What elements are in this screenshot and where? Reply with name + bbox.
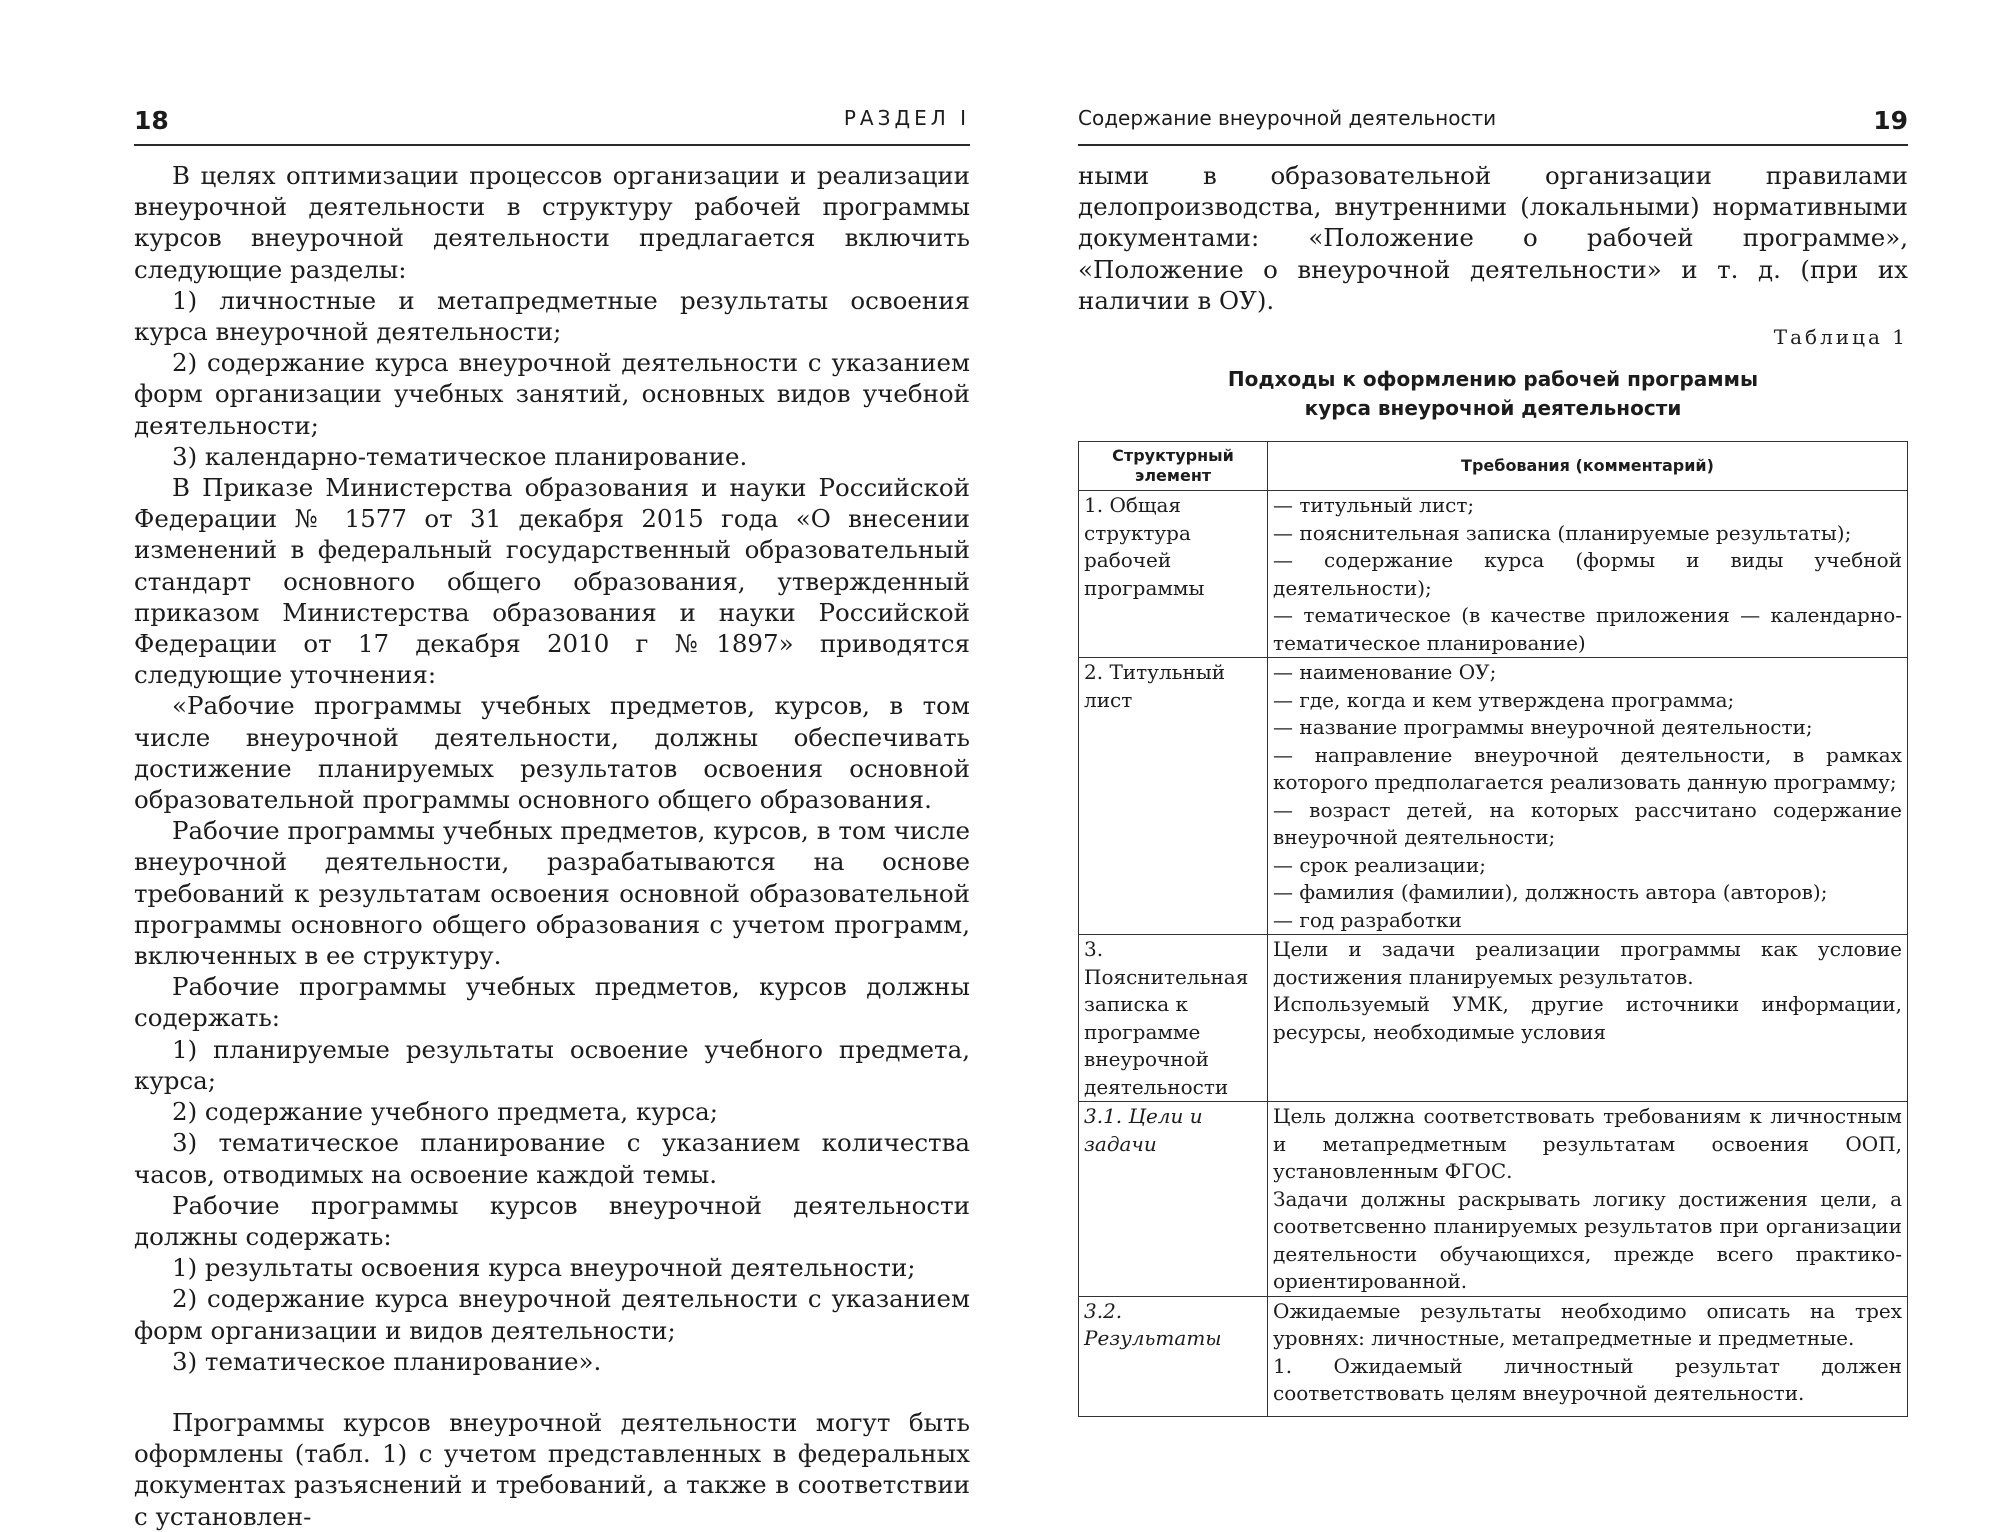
page-header-right [1078, 102, 1908, 146]
list-item: 3) тематическое планирование с указанием количества часов, отводимых на освоение каждой темы. [134, 1128, 970, 1189]
element-cell: 3. Пояснительная записка к программе внеурочной деятельности [1079, 935, 1268, 1102]
quote-paragraph: Рабочие программы курсов внеурочной деятельности должны содержать: [134, 1190, 970, 1251]
running-title: Содержание внеурочной деятельности [1078, 106, 1497, 130]
requirement-line: — тематическое (в качестве приложения — календарно-тематическое планирование) [1273, 603, 1902, 655]
list-item: 2) содержание курса внеурочной деятельности с указанием форм организации и видов деятельности; [134, 1284, 970, 1345]
element-cell: 2. Титульный лист [1079, 658, 1268, 935]
left-body-text [134, 160, 970, 1532]
header-structural-element: Структурный элемент [1079, 442, 1268, 491]
table-row [1079, 658, 1908, 935]
requirement-line: Задачи должны раскрывать логику достижения цели, а соответсвенно планируемых результатов при организации деятельности обучающихся, прежде всего практико-ориентированной. [1273, 1186, 1902, 1294]
requirement-line: — наименование ОУ; [1273, 660, 1497, 685]
right-body-text [1078, 160, 1908, 1417]
requirement-line: — направление внеурочной деятельности, в рамках которого предполагается реализовать данную программу; [1273, 742, 1902, 795]
list-item: 1) результаты освоения курса внеурочной деятельности; [172, 1253, 916, 1283]
quote-paragraph: Рабочие программы учебных предметов, курсов, в том числе внеурочной деятельности, разрабатываются на основе требований к результатам освоения основной образовательной программы основного общего образования с учетом программ, включенных в ее структуру. [134, 816, 970, 971]
requirements-table [1078, 441, 1908, 1417]
requirement-line: — где, когда и кем утверждена программа; [1273, 687, 1735, 712]
list-item: 1) планируемые результаты освоение учебного предмета, курса; [134, 1034, 970, 1095]
element-cell: 3.1. Цели и задачи [1079, 1102, 1268, 1297]
table-row [1079, 935, 1908, 1102]
element-cell: 3.2. Результаты [1079, 1296, 1268, 1416]
paragraph: Программы курсов внеурочной деятельности могут быть оформлены (табл. 1) с учетом представленных в федеральных документах разъяснений и требований, а также в соответствии с установлен- [134, 1407, 970, 1531]
table-row [1079, 1296, 1908, 1416]
requirement-line: — название программы внеурочной деятельности; [1273, 715, 1813, 740]
quote-paragraph: «Рабочие программы учебных предметов, курсов, в том числе внеурочной деятельности, должны обеспечивать достижение планируемых результатов освоения основной образовательной программы основного общего образования. [134, 691, 970, 815]
table-caption: Таблица 1 [1773, 325, 1908, 350]
list-item: 2) содержание курса внеурочной деятельности с указанием форм организации учебных занятий, основных видов учебной деятельности; [134, 348, 970, 440]
requirement-line: 1. Ожидаемый личностный результат должен соответствовать целям внеурочной деятельности. [1273, 1353, 1902, 1406]
requirement-line: — содержание курса (формы и виды учебной деятельности); [1273, 548, 1902, 600]
requirement-line: — срок реализации; [1273, 852, 1486, 877]
section-title: РАЗДЕЛ I [843, 106, 970, 130]
element-cell: 1. Общая структура рабочей программы [1079, 491, 1268, 658]
page-number-left: 18 [134, 106, 169, 135]
requirements-cell [1268, 1102, 1908, 1297]
continuation-paragraph: ными в образовательной организации правилами делопроизводства, внутренними (локальными) нормативными документами: «Положение о рабочей программе», «Положение о внеурочной деятельности» и т. д. (при их наличии в ОУ). [1078, 161, 1908, 315]
requirement-line: — пояснительная записка (планируемые результаты); [1273, 520, 1852, 545]
table-row [1079, 491, 1908, 658]
table-title-line: курса внеурочной деятельности [1304, 396, 1682, 421]
page-number-right: 19 [1873, 106, 1908, 135]
paragraph: В Приказе Министерства образования и науки Российской Федерации № 1577 от 31 декабря 2015 года «О внесении изменений в федеральный государственный образовательный стандарт основного общего образования, утвержденный приказом Министерства образования и науки Российской Федерации от 17 декабря 2010 г №1897» приводятся следующие уточнения: [134, 473, 970, 690]
list-item: 3) календарно-тематическое планирование. [172, 441, 748, 471]
requirements-cell [1268, 1296, 1908, 1416]
requirements-cell [1268, 658, 1908, 935]
page-header-left [134, 102, 970, 146]
requirement-line: — возраст детей, на которых рассчитано содержание внеурочной деятельности; [1273, 797, 1902, 850]
table-title-line: Подходы к оформлению рабочей программы [1227, 367, 1759, 392]
right-page [1000, 0, 2000, 1517]
requirement-line: — фамилия (фамилии), должность автора (авторов); [1273, 880, 1828, 905]
requirements-cell [1268, 491, 1908, 658]
requirement-line: Используемый УМК, другие источники информации, ресурсы, необходимые условия [1273, 992, 1902, 1044]
requirements-cell [1268, 935, 1908, 1102]
left-page [0, 0, 1000, 1531]
table-row [1079, 1102, 1908, 1297]
requirement-line: Цели и задачи реализации программы как условие достижения планируемых результатов. [1273, 937, 1902, 989]
list-item: 2) содержание учебного предмета, курса; [172, 1097, 718, 1127]
table-title [1078, 365, 1908, 423]
list-item: 3) тематическое планирование». [172, 1346, 602, 1376]
paragraph: В целях оптимизации процессов организации и реализации внеурочной деятельности в структуру рабочей программы курсов внеурочной деятельности предлагается включить следующие разделы: [134, 161, 970, 284]
table-header-row [1079, 442, 1908, 491]
header-requirements: Требования (комментарий) [1268, 442, 1908, 491]
quote-paragraph: Рабочие программы учебных предметов, курсов должны содержать: [134, 972, 970, 1033]
requirement-line: — титульный лист; [1273, 493, 1475, 518]
list-item: 1) личностные и метапредметные результаты освоения курса внеурочной деятельности; [134, 285, 970, 347]
requirement-line: Цель должна соответствовать требованиям к личностным и метапредметным результатам освоения ООП, установленным ФГОС. [1273, 1104, 1902, 1184]
requirement-line: Ожидаемые результаты необходимо описать на трех уровнях: личностные, метапредметные и предметные. [1273, 1298, 1902, 1351]
requirement-line: — год разработки [1273, 907, 1462, 932]
